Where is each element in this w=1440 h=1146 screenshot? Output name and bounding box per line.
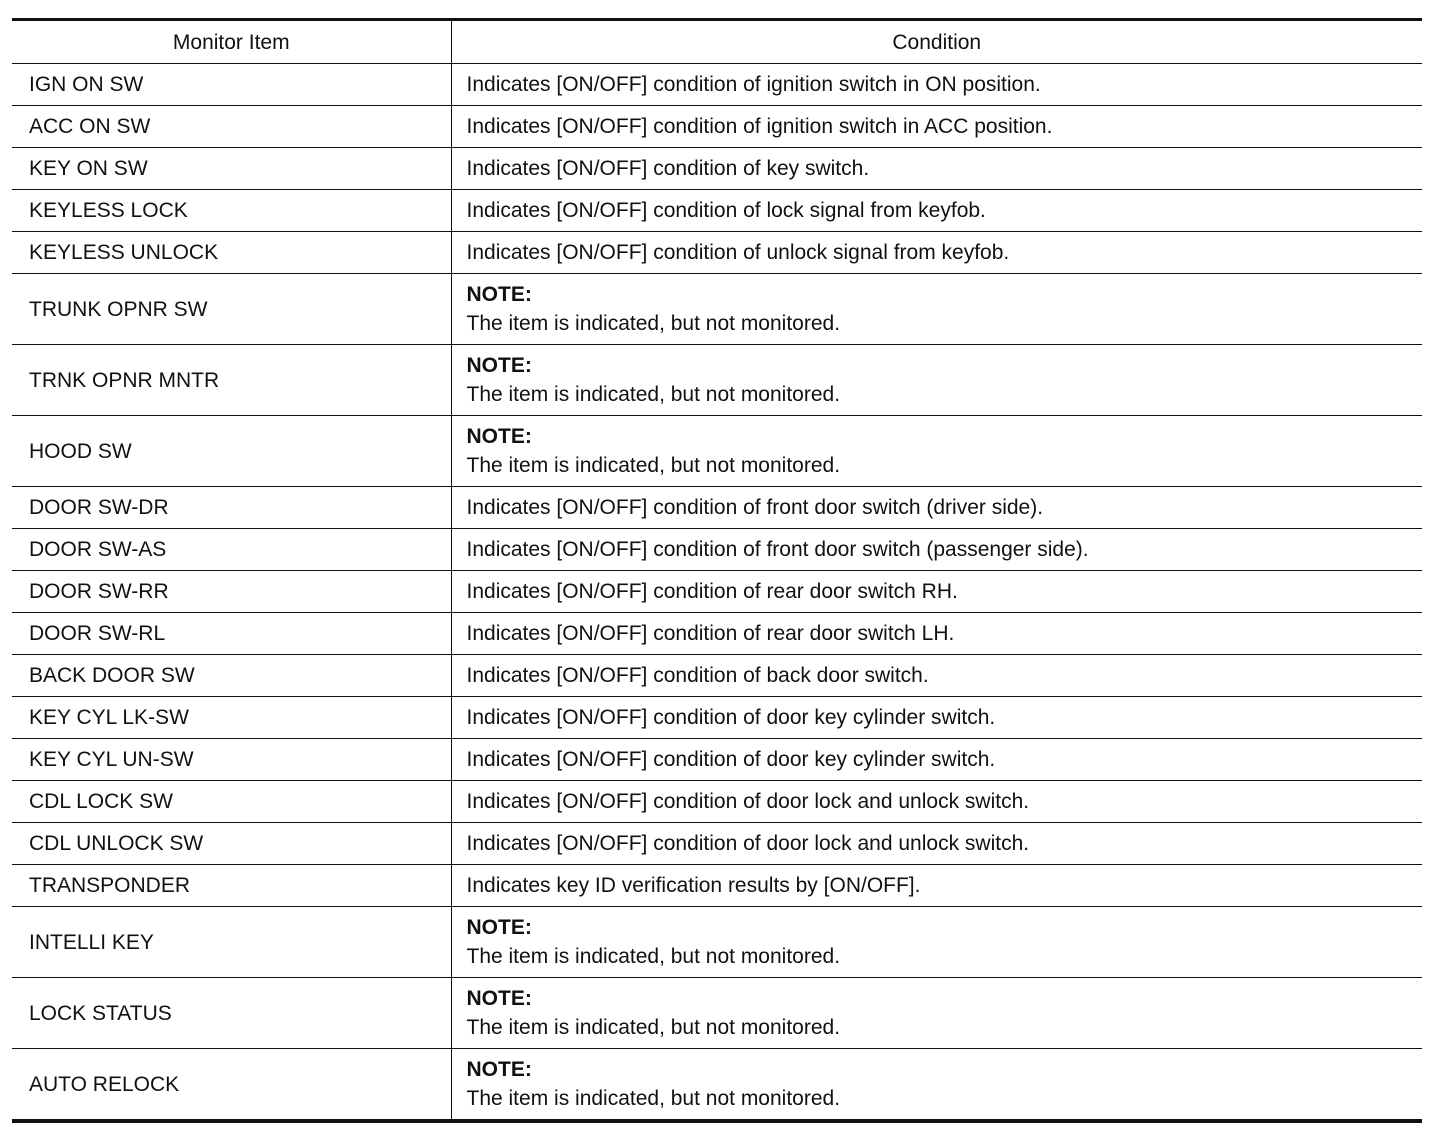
condition-cell: Indicates [ON/OFF] condition of rear door switch LH. bbox=[451, 613, 1422, 655]
header-condition: Condition bbox=[451, 20, 1422, 64]
condition-cell bbox=[451, 416, 1422, 487]
condition-cell: Indicates [ON/OFF] condition of back door switch. bbox=[451, 655, 1422, 697]
monitor-item-cell: AUTO RELOCK bbox=[12, 1049, 451, 1122]
condition-cell: Indicates [ON/OFF] condition of key switch. bbox=[451, 148, 1422, 190]
monitor-item-cell: LOCK STATUS bbox=[12, 978, 451, 1049]
condition-cell: Indicates [ON/OFF] condition of rear door switch RH. bbox=[451, 571, 1422, 613]
table-row bbox=[12, 907, 1422, 978]
table-row bbox=[12, 232, 1422, 274]
monitor-item-cell: KEYLESS LOCK bbox=[12, 190, 451, 232]
table-row bbox=[12, 613, 1422, 655]
condition-cell: Indicates [ON/OFF] condition of front door switch (passenger side). bbox=[451, 529, 1422, 571]
monitor-item-cell: DOOR SW-RR bbox=[12, 571, 451, 613]
note-text: The item is indicated, but not monitored. bbox=[466, 454, 841, 477]
monitor-items-table bbox=[12, 18, 1422, 1123]
condition-cell bbox=[451, 274, 1422, 345]
table-row bbox=[12, 190, 1422, 232]
condition-cell: Indicates [ON/OFF] condition of ignition switch in ACC position. bbox=[451, 106, 1422, 148]
monitor-item-cell: KEY CYL LK-SW bbox=[12, 697, 451, 739]
monitor-item-cell: TRNK OPNR MNTR bbox=[12, 345, 451, 416]
monitor-item-cell: IGN ON SW bbox=[12, 64, 451, 106]
condition-cell: Indicates [ON/OFF] condition of lock signal from keyfob. bbox=[451, 190, 1422, 232]
monitor-item-cell: TRANSPONDER bbox=[12, 865, 451, 907]
condition-cell: Indicates [ON/OFF] condition of front door switch (driver side). bbox=[451, 487, 1422, 529]
note-text: The item is indicated, but not monitored. bbox=[466, 945, 841, 968]
table-row bbox=[12, 148, 1422, 190]
note-text: The item is indicated, but not monitored. bbox=[466, 1016, 841, 1039]
monitor-item-cell: KEY ON SW bbox=[12, 148, 451, 190]
condition-cell: Indicates [ON/OFF] condition of unlock signal from keyfob. bbox=[451, 232, 1422, 274]
monitor-item-cell: KEYLESS UNLOCK bbox=[12, 232, 451, 274]
table-row bbox=[12, 571, 1422, 613]
table-row bbox=[12, 865, 1422, 907]
note-label: NOTE: bbox=[466, 916, 532, 939]
condition-cell bbox=[451, 978, 1422, 1049]
note-label: NOTE: bbox=[466, 354, 532, 377]
monitor-item-cell: CDL UNLOCK SW bbox=[12, 823, 451, 865]
table-row bbox=[12, 64, 1422, 106]
monitor-item-cell: KEY CYL UN-SW bbox=[12, 739, 451, 781]
condition-cell: Indicates [ON/OFF] condition of ignition switch in ON position. bbox=[451, 64, 1422, 106]
note-text: The item is indicated, but not monitored. bbox=[466, 383, 841, 406]
condition-cell bbox=[451, 907, 1422, 978]
table-row bbox=[12, 106, 1422, 148]
condition-cell: Indicates [ON/OFF] condition of door lock and unlock switch. bbox=[451, 823, 1422, 865]
monitor-item-cell: TRUNK OPNR SW bbox=[12, 274, 451, 345]
note-label: NOTE: bbox=[466, 1058, 532, 1081]
condition-cell: Indicates key ID verification results by [ON/OFF]. bbox=[451, 865, 1422, 907]
condition-cell bbox=[451, 1049, 1422, 1122]
table-row bbox=[12, 1049, 1422, 1122]
table-row bbox=[12, 345, 1422, 416]
note-label: NOTE: bbox=[466, 425, 532, 448]
table-row bbox=[12, 697, 1422, 739]
monitor-item-cell: ACC ON SW bbox=[12, 106, 451, 148]
note-text: The item is indicated, but not monitored. bbox=[466, 1087, 841, 1110]
header-monitor-item: Monitor Item bbox=[12, 20, 451, 64]
monitor-item-cell: BACK DOOR SW bbox=[12, 655, 451, 697]
monitor-item-cell: CDL LOCK SW bbox=[12, 781, 451, 823]
condition-cell: Indicates [ON/OFF] condition of door key cylinder switch. bbox=[451, 739, 1422, 781]
condition-cell: Indicates [ON/OFF] condition of door key cylinder switch. bbox=[451, 697, 1422, 739]
table-row bbox=[12, 781, 1422, 823]
note-label: NOTE: bbox=[466, 283, 532, 306]
note-text: The item is indicated, but not monitored. bbox=[466, 312, 841, 335]
table-body bbox=[12, 64, 1422, 1122]
monitor-item-cell: HOOD SW bbox=[12, 416, 451, 487]
table-row bbox=[12, 487, 1422, 529]
monitor-item-cell: DOOR SW-AS bbox=[12, 529, 451, 571]
table-header-row bbox=[12, 20, 1422, 64]
monitor-item-cell: DOOR SW-RL bbox=[12, 613, 451, 655]
table-row bbox=[12, 274, 1422, 345]
monitor-item-cell: DOOR SW-DR bbox=[12, 487, 451, 529]
table-row bbox=[12, 529, 1422, 571]
table-row bbox=[12, 823, 1422, 865]
table-row bbox=[12, 739, 1422, 781]
table-row bbox=[12, 416, 1422, 487]
condition-cell: Indicates [ON/OFF] condition of door lock and unlock switch. bbox=[451, 781, 1422, 823]
table-row bbox=[12, 978, 1422, 1049]
table-row bbox=[12, 655, 1422, 697]
monitor-item-cell: INTELLI KEY bbox=[12, 907, 451, 978]
condition-cell bbox=[451, 345, 1422, 416]
note-label: NOTE: bbox=[466, 987, 532, 1010]
